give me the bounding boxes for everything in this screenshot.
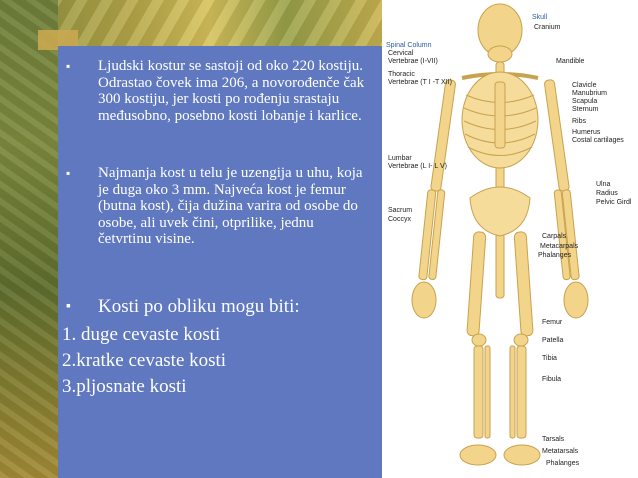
label-metatarsals: Metatarsals — [542, 448, 579, 455]
label-tarsals: Tarsals — [542, 436, 565, 443]
label-thoracic: Thoracic — [388, 71, 415, 78]
bullet-icon: ▪ — [66, 166, 71, 180]
label-scapula: Scapula — [572, 98, 598, 105]
label-skull: Skull — [532, 14, 548, 21]
bullet-item-3 — [66, 295, 366, 319]
label-cervical-vertebrae: Vertebrae (I-VII) — [388, 58, 438, 65]
label-cervical: Cervical — [388, 50, 414, 57]
label-cranium: Cranium — [534, 24, 561, 31]
label-metacarpals: Metacarpals — [540, 243, 579, 250]
label-fibula: Fibula — [542, 376, 562, 383]
label-clavicle: Clavicle — [572, 82, 597, 89]
label-femur: Femur — [542, 319, 563, 326]
bullet-item-1 — [66, 58, 366, 124]
label-phalanges-foot: Phalanges — [546, 460, 580, 467]
label-ribs: Ribs — [572, 118, 587, 125]
label-carpals: Carpals — [542, 233, 567, 240]
label-lumbar: Lumbar — [388, 155, 412, 162]
skeleton-illustration — [382, 0, 638, 478]
bullet-item-2 — [66, 165, 366, 248]
decorative-left-strip — [0, 0, 58, 478]
list-item: 3.pljosnate kosti — [62, 376, 187, 397]
label-costal-cartilages: Costal cartilages — [572, 137, 624, 144]
bullet-text: Najmanja kost u telu je uzengija u uhu, koja je duga oko 3 mm. Najveća kost je femur (butna kost), čija dužina varira od osobe do osobe, ali uvek čini, otprilike, jednu četvrtinu visine. — [98, 165, 363, 247]
label-tibia: Tibia — [542, 355, 557, 362]
label-lumbar-vertebrae: Vertebrae (L I- L V) — [388, 163, 448, 170]
label-humerus: Humerus — [572, 129, 601, 136]
bullet-text: Ljudski kostur se sastoji od oko 220 kostiju. Odrastao čovek ima 206, a novorođenče čak 300 kostiju, jer kosti po rođenju srastaju međusobno, posebno kosti lobanje i karlice. — [98, 58, 365, 124]
skeleton-image — [382, 0, 638, 478]
label-sternum: Sternum — [572, 106, 599, 113]
bullet-text: Kosti po obliku mogu biti: — [98, 296, 300, 317]
label-patella: Patella — [542, 337, 564, 344]
label-sacrum: Sacrum — [388, 207, 413, 214]
label-spinal-column: Spinal Column — [386, 42, 432, 49]
list-item: 2.kratke cevaste kosti — [62, 350, 227, 371]
label-coccyx: Coccyx — [388, 216, 411, 223]
list-item: 1. duge cevaste kosti — [62, 324, 221, 345]
label-ulna: Ulna — [596, 181, 611, 188]
numbered-list — [62, 322, 226, 400]
label-manubrium: Manubrium — [572, 90, 608, 97]
label-pelvic-girdle: Pelvic Girdl — [596, 199, 632, 206]
label-phalanges-hand: Phalanges — [538, 252, 572, 259]
label-thoracic-vertebrae: Vertebrae (T I -T XII) — [388, 79, 452, 86]
bullet-icon: ▪ — [66, 59, 71, 73]
bullet-icon: ▪ — [66, 299, 71, 314]
label-radius: Radius — [596, 190, 618, 197]
label-mandible: Mandible — [556, 58, 585, 65]
